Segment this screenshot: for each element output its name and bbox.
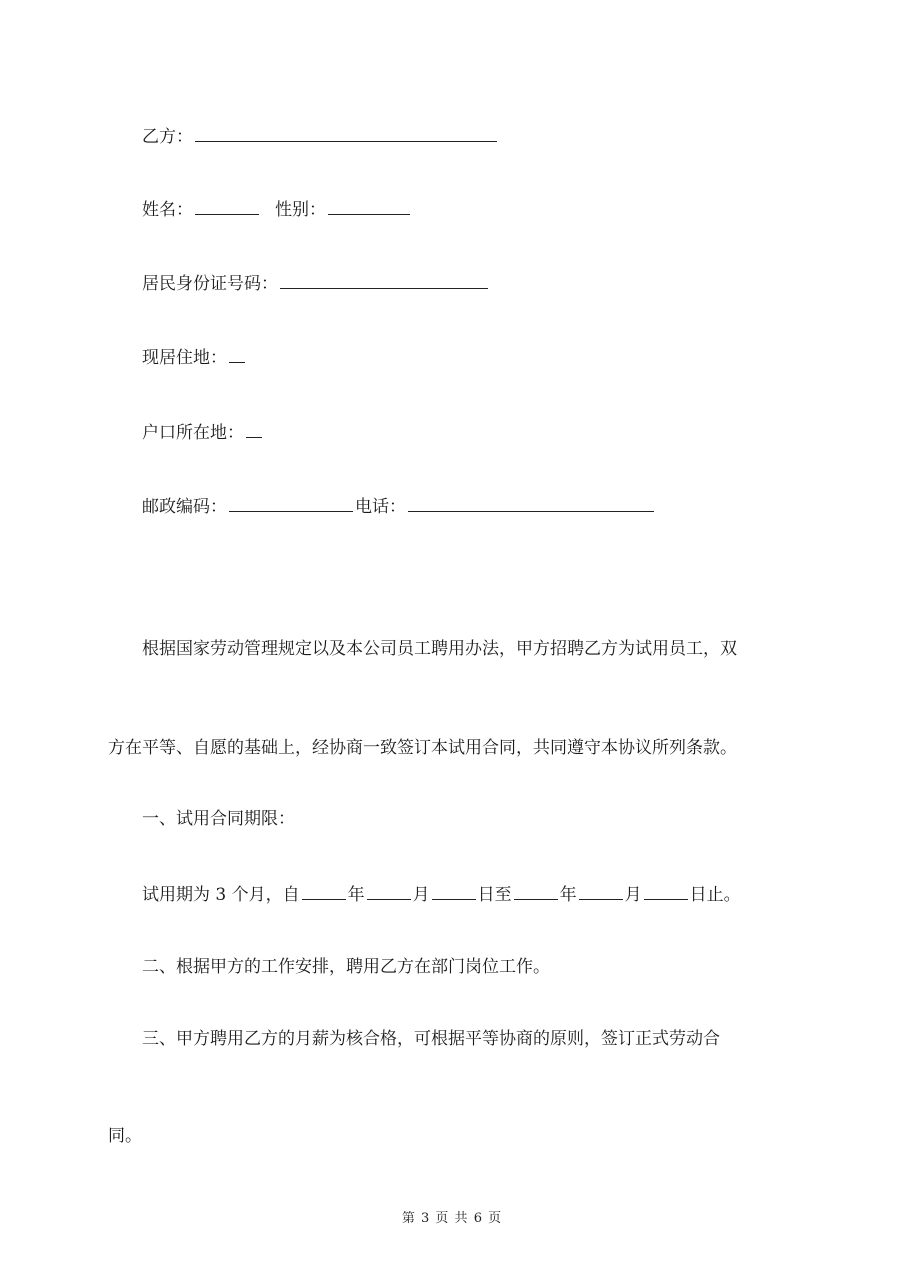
start-year-label: 年 xyxy=(347,885,365,905)
phone-blank[interactable] xyxy=(408,494,654,512)
end-year-label: 年 xyxy=(559,885,577,905)
clause3-line2: 同。 xyxy=(108,1126,142,1146)
start-day-blank[interactable] xyxy=(432,882,476,900)
trial-period-line xyxy=(142,882,741,907)
name-gender-line xyxy=(142,197,412,222)
residence-line xyxy=(142,345,247,370)
id-number-blank[interactable] xyxy=(280,271,488,289)
contact-line xyxy=(142,494,656,519)
hukou-blank[interactable] xyxy=(246,420,262,438)
party-b-line xyxy=(142,124,499,149)
trial-prefix: 试用期为 3 个月，自 xyxy=(142,885,300,905)
end-month-blank[interactable] xyxy=(579,882,623,900)
postcode-label: 邮政编码： xyxy=(142,497,227,517)
id-number-label: 居民身份证号码： xyxy=(142,274,278,294)
start-year-blank[interactable] xyxy=(302,882,346,900)
end-day-blank[interactable] xyxy=(644,882,688,900)
hukou-label: 户口所在地： xyxy=(142,423,244,443)
id-number-line xyxy=(142,271,490,296)
start-month-label: 月 xyxy=(412,885,430,905)
name-blank[interactable] xyxy=(195,197,259,215)
clause2-text: 二、根据甲方的工作安排，聘用乙方在部门岗位工作。 xyxy=(142,957,550,977)
page-number-footer: 第 3 页 共 6 页 xyxy=(401,1211,503,1226)
intro-paragraph-line1: 根据国家劳动管理规定以及本公司员工聘用办法，甲方招聘乙方为试用员工，双 xyxy=(142,639,737,659)
gender-label: 性别： xyxy=(275,200,326,220)
residence-blank[interactable] xyxy=(229,345,245,363)
end-month-label: 月 xyxy=(624,885,642,905)
party-b-blank[interactable] xyxy=(195,124,497,142)
name-label: 姓名： xyxy=(142,200,193,220)
party-b-label: 乙方： xyxy=(142,127,193,147)
phone-label: 电话： xyxy=(355,497,406,517)
residence-label: 现居住地： xyxy=(142,348,227,368)
end-day-label: 日止。 xyxy=(689,885,741,905)
start-month-blank[interactable] xyxy=(367,882,411,900)
postcode-blank[interactable] xyxy=(229,494,353,512)
clause3-line1: 三、甲方聘用乙方的月薪为核合格，可根据平等协商的原则，签订正式劳动合 xyxy=(142,1029,720,1049)
gender-blank[interactable] xyxy=(328,197,410,215)
intro-paragraph-line2: 方在平等、自愿的基础上，经协商一致签订本试用合同，共同遵守本协议所列条款。 xyxy=(108,738,737,758)
end-year-blank[interactable] xyxy=(514,882,558,900)
start-day-label: 日至 xyxy=(477,885,512,905)
clause1-title: 一、试用合同期限： xyxy=(142,809,295,829)
hukou-line xyxy=(142,420,264,445)
